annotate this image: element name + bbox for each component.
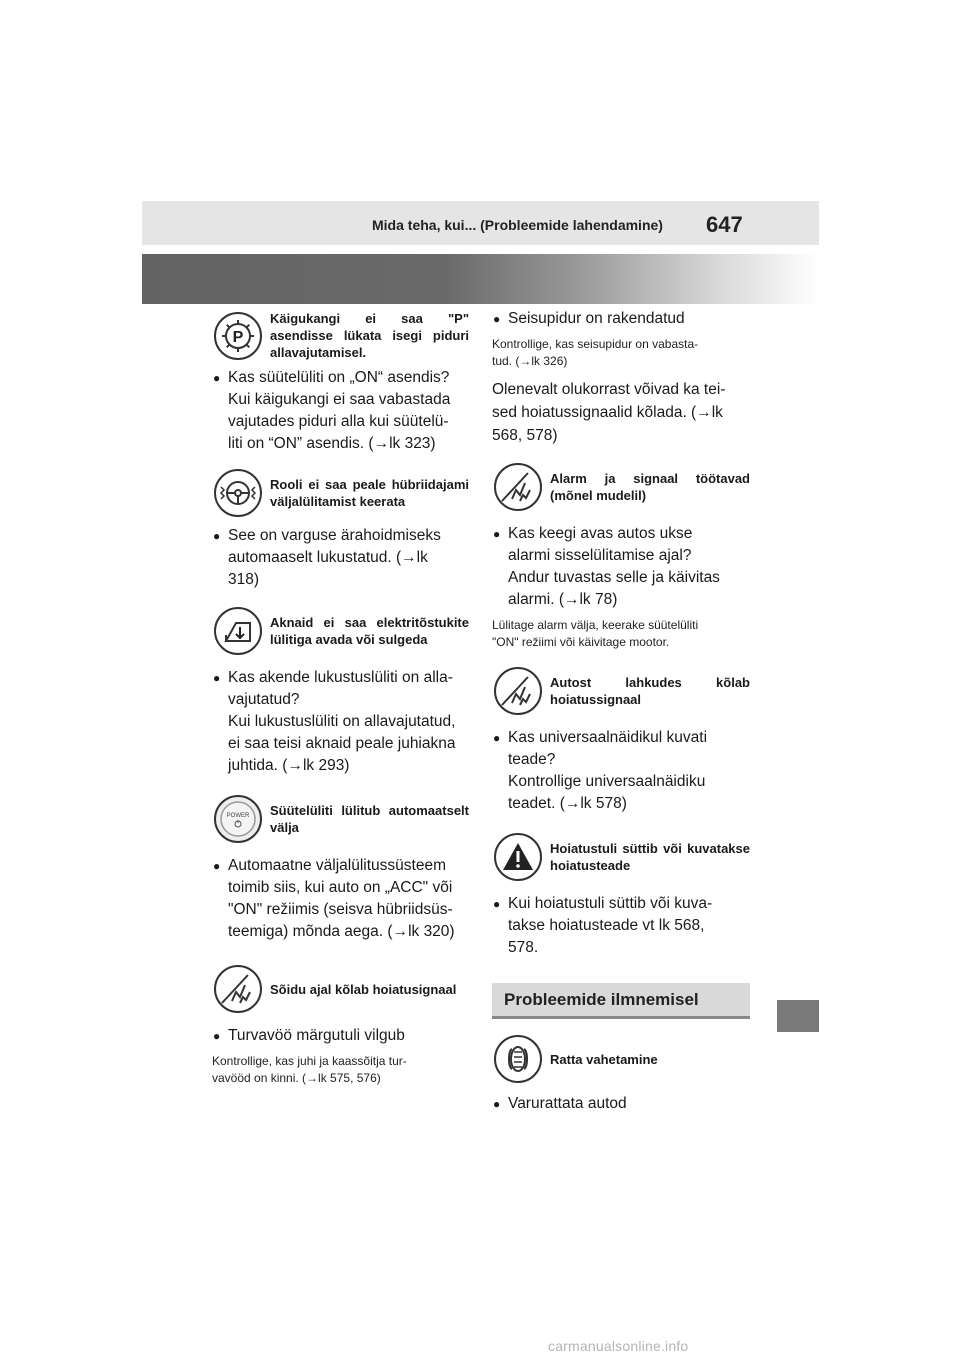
text-line: takse hoiatusteade vt lk 568, — [508, 917, 705, 934]
watermark: carmanualsonline.info — [548, 1338, 689, 1354]
text-line: ● Kui hoiatustuli süttib või kuva- — [508, 895, 713, 912]
issue-title: Käigukangi ei saa "P" asendisse lükata isegi piduri allavajutamisel. — [270, 311, 469, 360]
text-line: 578. — [508, 939, 539, 956]
text-line: Kui käigukangi ei saa vabastada — [228, 391, 451, 408]
note-text — [492, 617, 750, 651]
note-text — [492, 336, 750, 370]
bullet-item — [492, 523, 750, 611]
issue-leaving-chime — [492, 667, 750, 715]
issue-warning-light — [492, 833, 750, 881]
text-line: teadet. (→lk 578) — [508, 795, 627, 812]
issue-shift-lever — [212, 310, 469, 361]
bullet-item — [492, 308, 750, 330]
bullet-item — [212, 525, 469, 591]
text-line: 318) — [228, 571, 260, 588]
right-column — [492, 306, 750, 1115]
text-line: Kui lukustuslüliti on allavajutatud, — [228, 713, 456, 730]
text-line: tud. (→lk 326) — [492, 354, 568, 368]
text-line: automaaselt lukustatud. (→lk — [228, 549, 428, 566]
text-line: toimib siis, kui auto on „ACC" või — [228, 879, 453, 896]
text-line: ● Seisupidur on rakendatud — [508, 310, 685, 327]
chapter-band — [142, 254, 819, 304]
text-line: liti on “ON” asendis. (→lk 323) — [228, 435, 436, 452]
note-text — [212, 1053, 469, 1087]
text-line: ● Kas universaalnäidikul kuvati — [508, 729, 708, 746]
power-label: POWER — [226, 813, 250, 819]
bullet-item — [212, 855, 469, 943]
body-text — [492, 378, 750, 447]
text-line: 568, 578) — [492, 427, 558, 444]
text-line: juhtida. (→lk 293) — [228, 757, 350, 774]
bullet-item — [492, 893, 750, 959]
text-line: ● Varurattata autod — [508, 1095, 627, 1112]
issue-alarm — [492, 463, 750, 511]
alarm-sound-icon — [494, 667, 542, 715]
warning-triangle-icon — [494, 833, 542, 881]
text-line: "ON" režiimi või käivitage mootor. — [492, 635, 670, 649]
text-line: ● Kas akende lukustuslüliti on alla- — [228, 669, 453, 686]
text-line: alarmi. (→lk 78) — [508, 591, 618, 608]
alarm-sound-icon — [494, 463, 542, 511]
text-line: "ON" režiimis (seisva hübriidsüs- — [228, 901, 453, 918]
issue-tire-change — [492, 1035, 750, 1083]
text-line: Kontrollige universaalnäidiku — [508, 773, 706, 790]
issue-steering-lock — [212, 469, 469, 517]
tire-icon — [494, 1035, 542, 1083]
text-line: ● Turvavöö märgutuli vilgub — [228, 1027, 405, 1044]
header-title: Mida teha, kui... (Probleemide lahendamine) — [372, 217, 663, 233]
issue-title: Ratta vahetamine — [550, 1051, 658, 1067]
issue-title: Aknaid ei saa elektritõstukite lülitiga avada või sulgeda — [270, 615, 469, 647]
text-line: ● Kas keegi avas autos ukse — [508, 525, 693, 542]
bullet-item — [212, 667, 469, 777]
text-line: Lülitage alarm välja, keerake süütelüliti — [492, 618, 699, 632]
text-line: Olenevalt olukorrast võivad ka tei- — [492, 381, 726, 398]
power-window-icon — [214, 607, 262, 655]
text-line: ● Kas süütelüliti on „ON“ asendis? — [228, 369, 450, 386]
text-line: Andur tuvastas selle ja käivitas — [508, 569, 720, 586]
text-line: sed hoiatussignaalid kõlada. (→lk — [492, 404, 723, 421]
text-line: alarmi sisselülitamise ajal? — [508, 547, 692, 564]
bullet-item — [212, 1025, 469, 1047]
power-button-icon — [214, 795, 262, 843]
issue-driving-chime — [212, 965, 469, 1013]
issue-title: Hoiatustuli süttib või kuvatakse hoiatusteade — [550, 841, 750, 873]
text-line: vavööd on kinni. (→lk 575, 576) — [212, 1071, 381, 1085]
p-gear-icon — [214, 312, 262, 360]
issue-title: Alarm ja signaal töötavad (mõnel mudelil) — [550, 471, 750, 503]
issue-title: Rooli ei saa peale hübriidajami väljalülitamist keerata — [270, 477, 469, 509]
issue-power-window — [212, 607, 469, 655]
text-line: vajutatud? — [228, 691, 300, 708]
text-line: ● See on varguse ärahoidmiseks — [228, 527, 441, 544]
left-column — [212, 306, 469, 1087]
bullet-item — [492, 1093, 750, 1115]
issue-title: Süütelüliti lülitub automaatselt välja — [270, 803, 469, 835]
text-line: teade? — [508, 751, 556, 768]
text-line: vajutades piduri alla kui süütelü- — [228, 413, 449, 430]
alarm-sound-icon — [214, 965, 262, 1013]
svg-text:P: P — [232, 328, 244, 346]
steering-wheel-icon — [214, 469, 262, 517]
text-line: Kontrollige, kas seisupidur on vabasta- — [492, 337, 699, 351]
issue-ignition-auto-off — [212, 795, 469, 843]
text-line: Kontrollige, kas juhi ja kaassõitja tur- — [212, 1054, 407, 1068]
chapter-side-tab — [777, 1000, 819, 1032]
section-heading: Probleemide ilmnemisel — [492, 983, 750, 1019]
bullet-item — [212, 367, 469, 455]
issue-title: Sõidu ajal kõlab hoiatusignaal — [270, 981, 457, 997]
issue-title: Autost lahkudes kõlab hoiatussignaal — [550, 675, 750, 707]
text-line: ● Automaatne väljalülitussüsteem — [228, 857, 446, 874]
text-line: ei saa teisi aknaid peale juhiakna — [228, 735, 456, 752]
bullet-item — [492, 727, 750, 815]
text-line: teemiga) mõnda aega. (→lk 320) — [228, 923, 455, 940]
page-number: 647 — [706, 212, 743, 237]
